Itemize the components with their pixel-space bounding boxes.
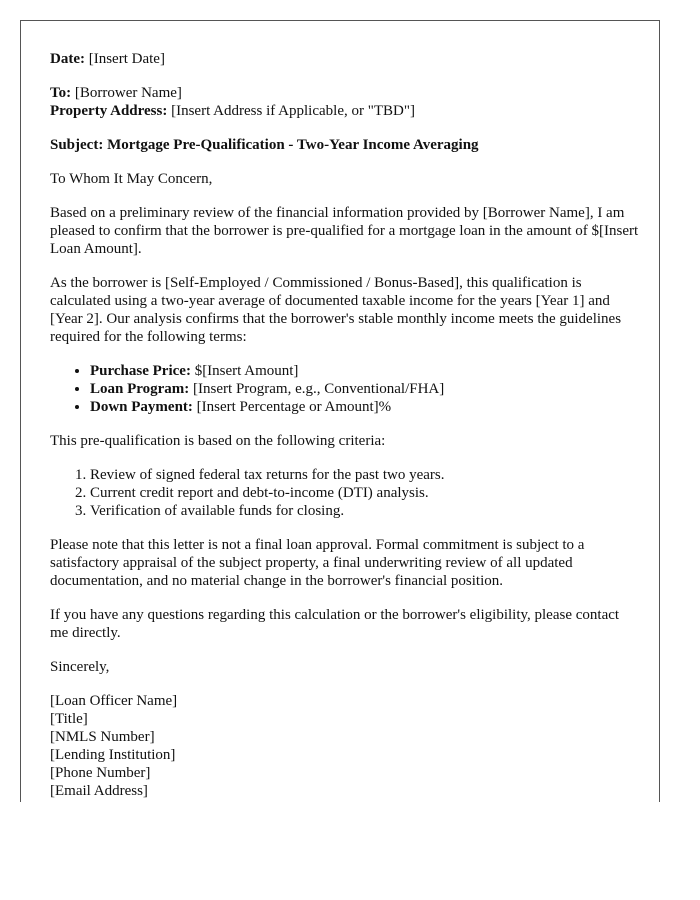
paragraph-income-averaging: As the borrower is [Self-Employed / Commissioned / Bonus-Based], this qualification is calculated using a two-year average of documented taxable income for the years [Year 1] and [Year 2]. Our analysis confirms that the borrower's stable monthly income meets the guidelines required for the following terms:	[50, 275, 622, 345]
term-value: [Insert Percentage or Amount]%	[196, 399, 392, 415]
signature-nmls: [NMLS Number]	[50, 729, 155, 745]
term-label: Down Payment:	[90, 399, 193, 415]
letter-content	[50, 50, 640, 800]
date-label: Date:	[50, 51, 85, 67]
criteria-intro: This pre-qualification is based on the following criteria:	[50, 433, 386, 449]
to-label: To:	[50, 85, 72, 101]
signature-phone: [Phone Number]	[50, 765, 151, 781]
list-item	[90, 398, 640, 416]
list-item	[90, 362, 640, 380]
term-label: Purchase Price:	[90, 363, 191, 379]
signature-institution: [Lending Institution]	[50, 747, 176, 763]
date-line	[50, 50, 640, 68]
property-address-label: Property Address:	[50, 103, 168, 119]
term-value: $[Insert Amount]	[194, 363, 299, 379]
subject-line	[50, 136, 640, 154]
signature-email: [Email Address]	[50, 783, 148, 799]
paragraph-disclaimer: Please note that this letter is not a final loan approval. Formal commitment is subject to a satisfactory appraisal of the subject property, a final underwriting review of all updated documentation, and no material change in the borrower's financial position.	[50, 537, 585, 589]
signature-name: [Loan Officer Name]	[50, 693, 178, 709]
list-item: 1. Review of signed federal tax returns for the past two years.	[90, 466, 640, 484]
date-value: [Insert Date]	[88, 51, 165, 67]
closing: Sincerely,	[50, 659, 110, 675]
term-label: Loan Program:	[90, 381, 190, 397]
criteria-list	[50, 466, 640, 520]
to-value: [Borrower Name]	[74, 85, 182, 101]
list-item: 2. Current credit report and debt-to-income (DTI) analysis.	[90, 484, 640, 502]
signature-block	[50, 692, 640, 800]
letter-page	[20, 20, 660, 802]
subject-text: Subject: Mortgage Pre-Qualification - Two-Year Income Averaging	[50, 137, 479, 153]
property-address-value: [Insert Address if Applicable, or "TBD"]	[171, 103, 415, 119]
list-item: 3. Verification of available funds for closing.	[90, 502, 640, 520]
paragraph-preliminary-review: Based on a preliminary review of the financial information provided by [Borrower Name], I am pleased to confirm that the borrower is pre-qualified for a mortgage loan in the amount of $[Insert Loan Amount].	[50, 205, 639, 257]
salutation: To Whom It May Concern,	[50, 171, 213, 187]
terms-list	[50, 362, 640, 416]
list-item	[90, 380, 640, 398]
signature-title: [Title]	[50, 711, 88, 727]
recipient-block	[50, 84, 640, 120]
term-value: [Insert Program, e.g., Conventional/FHA]	[193, 381, 445, 397]
paragraph-contact: If you have any questions regarding this calculation or the borrower's eligibility, please contact me directly.	[50, 607, 620, 641]
